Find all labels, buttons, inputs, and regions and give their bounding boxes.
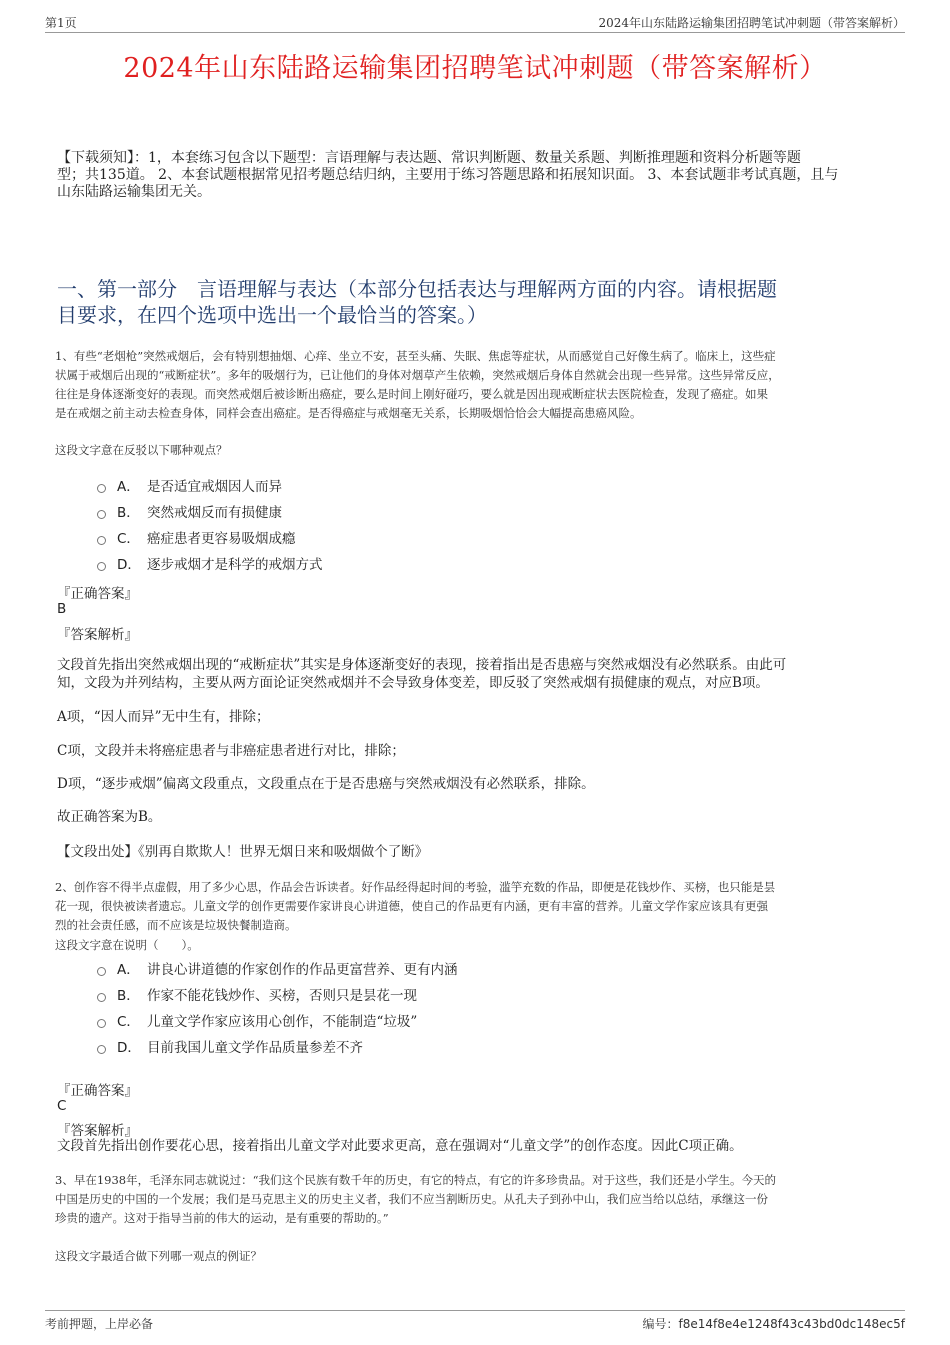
option-b[interactable] — [97, 501, 323, 521]
radio-icon[interactable] — [97, 993, 106, 1002]
question-2-options — [97, 958, 458, 1056]
analysis-text — [57, 656, 907, 692]
option-a[interactable] — [97, 958, 458, 978]
section-heading — [57, 276, 907, 328]
notice-line: 山东陆路运输集团无关。 — [57, 184, 211, 200]
question-3-stem — [55, 1171, 915, 1228]
option-label: D． — [117, 557, 141, 573]
analysis-line: 文段首先指出突然戒烟出现的“戒断症状”其实是身体逐渐变好的表现，接着指出是否患癌与突然戒烟没有必然联系。由此可 — [57, 657, 787, 673]
code-value: f8e14f8e4e1248f43c43bd0dc148ec5f — [678, 1317, 905, 1331]
notice-line: 型；共135道。 2、本套试题根据常见招考题总结归纳，主要用于练习答题思路和拓展知识面。 3、本套试题非考试真题，且与 — [57, 167, 839, 183]
option-text: 作家不能花钱炒作、买榜，否则只是昙花一现 — [147, 988, 417, 1004]
analysis-item-c: C项，文段并未将癌症患者与非癌症患者进行对比，排除； — [57, 743, 405, 759]
analysis-text: 文段首先指出创作要花心思，接着指出儿童文学对此要求更高，意在强调对“儿童文学”的创作态度。因此C项正确。 — [57, 1138, 743, 1154]
analysis-heading: 『答案解析』 — [57, 627, 138, 643]
option-label: D． — [117, 1040, 141, 1056]
correct-answer: C — [57, 1098, 67, 1114]
option-label: A． — [117, 962, 140, 978]
option-label: C． — [117, 531, 140, 547]
stem-line: 烈的社会责任感，而不应该是垃圾快餐制造商。 — [55, 918, 297, 932]
stem-line: 是在戒烟之前主动去检查身体，同样会查出癌症。是否得癌症与戒烟毫无关系，长期吸烟恰恰会大幅提高患癌风险。 — [55, 406, 642, 420]
analysis-conclusion: 故正确答案为B。 — [57, 809, 162, 825]
document-code — [642, 1315, 905, 1332]
code-label: 编号： — [642, 1317, 679, 1331]
question-2-stem — [55, 878, 915, 935]
option-d[interactable] — [97, 553, 323, 573]
stem-line: 状属于戒烟后出现的“戒断症状”。多年的吸烟行为，已让他们的身体对烟草产生依赖，突然戒烟后身体自然就会出现一些异常。这些异常反应， — [55, 368, 780, 382]
section-heading-line: 目要求，在四个选项中选出一个最恰当的答案。） — [57, 303, 487, 327]
page-number: 第1页 — [45, 16, 77, 30]
radio-icon[interactable] — [97, 562, 106, 571]
option-text: 目前我国儿童文学作品质量参差不齐 — [147, 1040, 363, 1056]
footer-slogan: 考前押题，上岸必备 — [45, 1317, 154, 1331]
option-c[interactable] — [97, 527, 323, 547]
analysis-line: 知，文段为并列结构，主要从两方面论证突然戒烟并不会导致身体变差，即反驳了突然戒烟有损健康的观点，对应B项。 — [57, 675, 769, 691]
option-text: 突然戒烟反而有损健康 — [147, 505, 282, 521]
stem-line: 珍贵的遗产。这对于指导当前的伟大的运动，是有重要的帮助的。” — [55, 1211, 389, 1225]
radio-icon[interactable] — [97, 967, 106, 976]
stem-line: 花一现，很快被读者遗忘。儿童文学的创作更需要作家讲良心讲道德，使自己的作品更有内涵，更有丰富的营养。儿童文学作家应该具有更强 — [55, 899, 768, 913]
radio-icon[interactable] — [97, 1045, 106, 1054]
option-text: 癌症患者更容易吸烟成瘾 — [147, 531, 296, 547]
option-label: C． — [117, 1014, 140, 1030]
radio-icon[interactable] — [97, 536, 106, 545]
option-text: 是否适宜戒烟因人而异 — [147, 479, 282, 495]
option-b[interactable] — [97, 984, 458, 1004]
question-1-prompt: 这段文字意在反驳以下哪种观点？ — [55, 443, 228, 457]
correct-answer: B — [57, 601, 67, 617]
analysis-item-a: A项，“因人而异”无中生有，排除； — [57, 709, 270, 725]
radio-icon[interactable] — [97, 510, 106, 519]
radio-icon[interactable] — [97, 484, 106, 493]
question-1-stem — [55, 347, 915, 423]
option-c[interactable] — [97, 1010, 458, 1030]
radio-icon[interactable] — [97, 1019, 106, 1028]
correct-answer-heading: 『正确答案』 — [57, 1083, 138, 1099]
stem-line: 中国是历史的中国的一个发展；我们是马克思主义的历史主义者，我们不应当割断历史。从孔夫子到孙中山，我们应当给以总结，承继这一份 — [55, 1192, 768, 1206]
option-text: 讲良心讲道德的作家创作的作品更富营养、更有内涵 — [147, 962, 458, 978]
stem-line: 往往是身体逐渐变好的表现。而突然戒烟后被诊断出癌症，要么是时间上刚好碰巧，要么就是因出现戒断症状去医院检查，发现了癌症。如果 — [55, 387, 768, 401]
option-label: B． — [117, 988, 140, 1004]
header-divider — [45, 32, 905, 33]
stem-line: 3、早在1938年，毛泽东同志就说过：“我们这个民族有数千年的历史，有它的特点，有它的许多珍贵品。对于这些，我们还是小学生。今天的 — [55, 1173, 776, 1187]
correct-answer-heading: 『正确答案』 — [57, 586, 138, 602]
footer-divider — [45, 1310, 905, 1311]
stem-line: 2、创作容不得半点虚假，用了多少心思，作品会告诉读者。好作品经得起时间的考验，滥竽充数的作品，即便是花钱炒作、买榜，也只能是昙 — [55, 880, 776, 894]
page-title: 2024年山东陆路运输集团招聘笔试冲刺题（带答案解析） — [123, 53, 827, 84]
download-notice — [57, 150, 907, 201]
option-text: 逐步戒烟才是科学的戒烟方式 — [147, 557, 323, 573]
option-text: 儿童文学作家应该用心创作，不能制造“垃圾” — [147, 1014, 418, 1030]
question-3-prompt: 这段文字最适合做下列哪一观点的例证？ — [55, 1249, 262, 1263]
option-label: A． — [117, 479, 140, 495]
question-1-options — [97, 475, 323, 573]
section-heading-line: 一、第一部分 言语理解与表达（本部分包括表达与理解两方面的内容。请根据题 — [57, 277, 777, 301]
option-a[interactable] — [97, 475, 323, 495]
source-citation: 【文段出处】《别再自欺欺人！世界无烟日来和吸烟做个了断》 — [57, 844, 429, 860]
option-label: B． — [117, 505, 140, 521]
question-2-prompt: 这段文字意在说明（ ）。 — [55, 938, 199, 952]
analysis-heading: 『答案解析』 — [57, 1123, 138, 1139]
stem-line: 1、有些“老烟枪”突然戒烟后，会有特别想抽烟、心痒、坐立不安，甚至头痛、失眠、焦虑等症状，从而感觉自己好像生病了。临床上，这些症 — [55, 349, 776, 363]
notice-line: 【下载须知】：1，本套练习包含以下题型：言语理解与表达题、常识判断题、数量关系题、判断推理题和资料分析题等题 — [57, 150, 801, 166]
analysis-item-d: D项，“逐步戒烟”偏离文段重点，文段重点在于是否患癌与突然戒烟没有必然联系，排除。 — [57, 776, 595, 792]
header-doc-title: 2024年山东陆路运输集团招聘笔试冲刺题（带答案解析） — [598, 16, 905, 30]
option-d[interactable] — [97, 1036, 458, 1056]
